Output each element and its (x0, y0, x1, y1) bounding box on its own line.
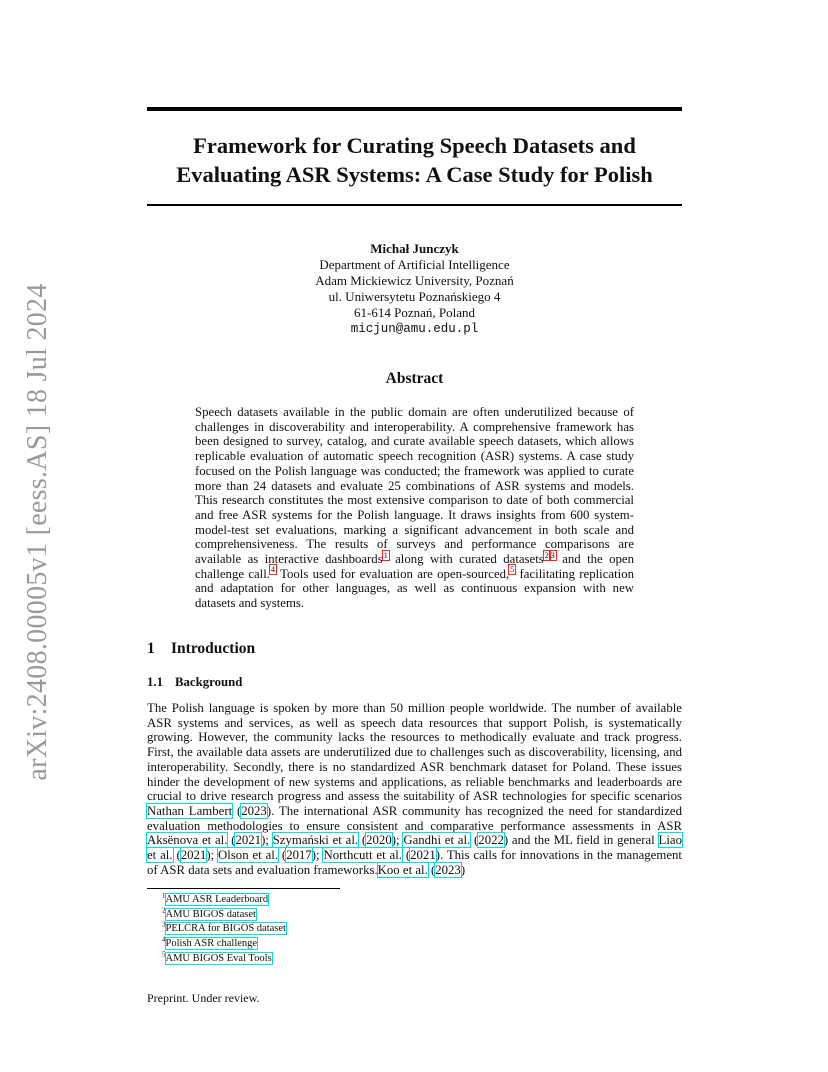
citation-year-link[interactable]: 2022 (478, 833, 504, 848)
abstract-part-5: facilitating replication and adaptation for other languages, as well as continuous expansion with new datasets and systems. (195, 566, 634, 611)
body-text: ) (460, 862, 466, 877)
subsection-title: Background (175, 675, 243, 689)
body-text: ); (311, 848, 324, 863)
abstract-part-1: Speech datasets available in the public domain are often underutilized because of challenges in discoverability and interoperability. A comprehensive framework has been designed to survey, catalog, and curate available speech datasets, which allows replicable evaluation of automatic speech recognition (ASR) systems. A case study focused on the Polish language was conducted; the framework was applied to curate more than 24 datasets and evaluate 25 combinations of ASR systems and models. This research constitutes the most extensive comparison to date of both commercial and free ASR systems for the Polish language. It draws insights from 600 system-model-test set evaluations, marking a significant advancement in both scale and comprehensiveness. The results of surveys and performance comparisons are available as interactive dashboards (195, 405, 634, 567)
abstract-part-2: along with curated datasets (388, 552, 544, 567)
footnote-link-challenge[interactable]: Polish ASR challenge (165, 938, 258, 950)
footnote-mark: 4 (162, 935, 166, 944)
citation-year-link[interactable]: 2021 (180, 848, 207, 863)
citation-link[interactable]: Liao et al. (147, 833, 682, 863)
body-text: ); (206, 848, 219, 863)
footnote-ref-2[interactable]: 2 (544, 550, 549, 560)
body-text-1: The Polish language is spoken by more than 50 million people worldwide. The number of available ASR systems and services, as well as speech data resources that support Polish, is systematically growing. However, the community lacks the resources to methodically evaluate and track progress. First, the available data assets are underutilized due to challenges such as discoverability, licensing, and interoperability. Secondly, there is no standardized ASR benchmark dataset for Poland. These issues hinder the development of new systems and applications, as reliable benchmarks and leaderboards are crucial to drive research progress and assess the suitability of ASR technologies for specific scenarios (147, 701, 682, 804)
body-text: ); (391, 833, 404, 848)
author-block (147, 241, 682, 337)
citation-link[interactable]: Koo et al. (377, 862, 428, 877)
citation-link[interactable]: Gandhi et al. (403, 833, 471, 848)
paper-title (147, 131, 682, 189)
footnote-ref-4[interactable]: 4 (271, 565, 275, 575)
title-line-1: Framework for Curating Speech Datasets and (193, 133, 636, 158)
footnote-mark: 2 (162, 906, 166, 915)
citation-year-link[interactable]: 2023 (241, 803, 267, 818)
body-text: ); (261, 833, 273, 848)
title-line-2: Evaluating ASR Systems: A Case Study for Polish (176, 162, 653, 187)
section-number: 1 (147, 640, 155, 657)
author-name: Michał Junczyk (370, 241, 459, 256)
body-text: ). This calls for innovations in the management of ASR data sets and evaluation frameworks. (147, 848, 682, 877)
citation-link[interactable]: Northcutt et al. (323, 848, 402, 863)
footnote-link-leaderboard[interactable]: AMU ASR Leaderboard (165, 894, 269, 905)
arxiv-identifier: arXiv:2408.00005v1 [eess.AS] 18 Jul 2024 (22, 283, 53, 781)
footnote-item (162, 893, 286, 908)
citation-year-link[interactable]: 2017 (286, 848, 312, 863)
footnote-item (162, 937, 286, 952)
footnote-link-pelcra-dataset[interactable]: PELCRA for BIGOS dataset (165, 923, 286, 935)
footnote-link-eval-tools[interactable]: AMU BIGOS Eval Tools (165, 952, 272, 964)
footnote-link-bigos-dataset[interactable]: AMU BIGOS dataset (165, 908, 256, 920)
section-title: Introduction (171, 640, 256, 657)
subsection-heading (147, 675, 242, 690)
title-rule-top (147, 107, 682, 111)
body-text: ( (427, 862, 436, 877)
citation-year-link[interactable]: 2023 (435, 862, 461, 877)
body-paragraph (147, 701, 682, 877)
citation-link[interactable]: Aksënova et al. (147, 833, 228, 848)
author-email[interactable]: micjun@amu.edu.pl (350, 322, 479, 336)
body-text: ( (172, 848, 181, 863)
body-text: ( (401, 848, 411, 863)
citation-year-link[interactable]: 2021 (410, 848, 436, 863)
body-text: ( (232, 803, 242, 818)
footnotes (162, 893, 286, 967)
body-text: ). The international ASR community has recognized the need for standardized evaluation methodologies to ensure consistent and comparative performance assessments in ASR (147, 803, 682, 833)
title-rule-bottom (147, 204, 682, 206)
footnote-item (162, 908, 286, 923)
body-text: ( (278, 848, 287, 863)
abstract-text (195, 405, 634, 611)
citation-link[interactable]: Nathan Lambert (147, 803, 233, 818)
author-city: 61-614 Poznań, Poland (354, 305, 475, 320)
citation-year-link[interactable]: 2020 (366, 833, 392, 848)
body-text: ( (227, 833, 236, 848)
citation-link[interactable]: Szymański et al. (272, 833, 359, 848)
preprint-note: Preprint. Under review. (147, 991, 260, 1005)
body-text: ( (358, 833, 367, 848)
body-text: ( (470, 833, 479, 848)
abstract-part-4: Tools used for evaluation are open-sourced, (276, 566, 510, 581)
abstract-heading: Abstract (385, 370, 444, 387)
footnote-divider (147, 888, 340, 889)
author-department: Department of Artificial Intelligence (319, 257, 510, 272)
body-text: ) and the ML field in general (503, 833, 659, 848)
author-street: ul. Uniwersytetu Poznańskiego 4 (328, 289, 501, 304)
footnote-ref-5[interactable]: 5 (510, 565, 515, 575)
subsection-number: 1.1 (147, 675, 163, 689)
citation-year-link[interactable]: 2021 (235, 833, 262, 848)
citation-link[interactable]: Olson et al. (218, 848, 279, 863)
abstract-part-3: and the open challenge call. (195, 552, 635, 581)
footnote-mark: 1 (162, 891, 166, 900)
section-heading (147, 640, 255, 658)
footnote-item (162, 922, 286, 937)
footnote-mark: 5 (162, 950, 166, 959)
footnote-item (162, 952, 286, 967)
author-university: Adam Mickiewicz University, Poznań (315, 273, 514, 288)
footnote-ref-1[interactable]: 1 (383, 550, 388, 560)
footnote-mark: 3 (162, 920, 166, 929)
footnote-ref-3[interactable]: 3 (550, 550, 555, 560)
